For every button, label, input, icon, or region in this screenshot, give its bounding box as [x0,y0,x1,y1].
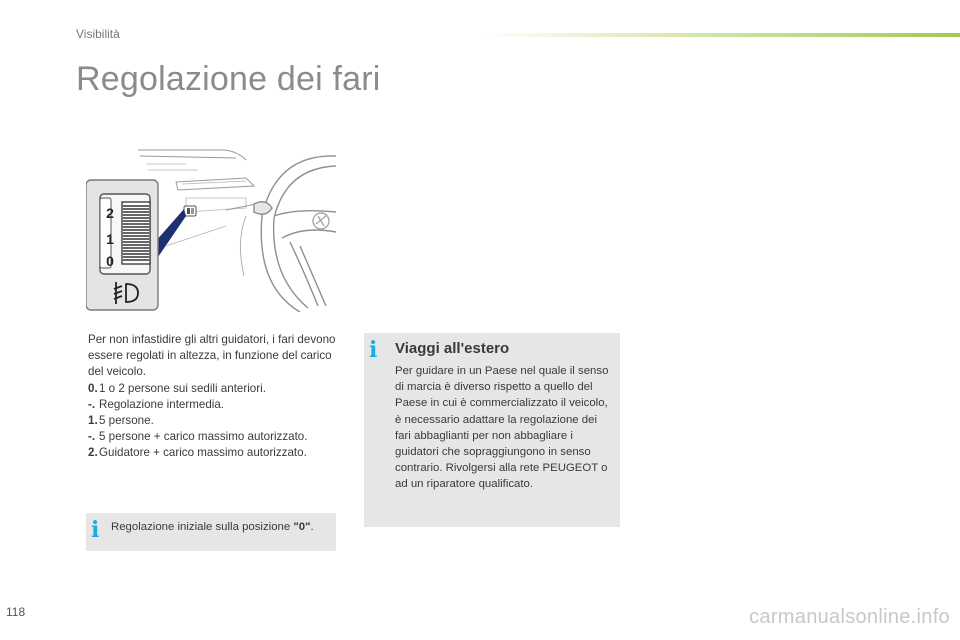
setting-row-1 [88,397,338,413]
dial-label-0: 0 [106,253,114,269]
headlamp-adjuster-illustration [86,146,336,312]
setting-row-2 [88,413,338,429]
travel-abroad-box [364,333,620,527]
setting-text: 5 persone + carico massimo autorizzato. [99,430,308,444]
setting-text: Regolazione intermedia. [99,397,225,411]
note-suffix: . [310,521,314,533]
setting-row-3 [88,429,338,445]
travel-abroad-text: Per guidare in un Paese nel quale il senso di marcia è diverso rispetto a quello del Paese in cui è commercializzato il veicolo, è necessario adattare la regolazione dei fari abbaglianti per non abbagliare i guidatori che sopraggiungono in senso contrario. Rivolgersi alla rete PEUGEOT o ad un riparatore qualificato. [395,365,609,491]
page-title: Regolazione dei fari [76,60,381,98]
setting-row-4 [88,445,338,461]
setting-key: 0. [88,381,98,395]
watermark: carmanualsonline.info [749,606,950,628]
note-body: Regolazione iniziale sulla posizione [111,521,294,533]
intro-paragraph: Per non infastidire gli altri guidatori, i fari devono essere regolati in altezza, in funzione del carico del veicolo. [88,333,336,379]
steering-wheel-drawing [254,156,336,312]
adjuster-inset-panel [86,180,158,310]
note-text [111,520,331,536]
dial-label-1: 1 [106,231,114,247]
header-bar [482,33,960,37]
setting-key: 2. [88,446,98,460]
instructions-block [88,332,338,462]
note-value: "0" [293,521,311,533]
setting-row-0 [88,381,338,397]
travel-abroad-title: Viaggi all'estero [395,340,510,357]
section-label: Visibilità [76,27,120,41]
dashboard-switch-icon [184,206,196,216]
setting-text: 5 persone. [99,414,154,428]
dial-label-2: 2 [106,205,114,221]
setting-key: 1. [88,414,98,428]
setting-text: Guidatore + carico massimo autorizzato. [99,446,307,460]
setting-text: 1 o 2 persone sui sedili anteriori. [99,381,266,395]
setting-key: -. [88,397,96,411]
setting-key: -. [88,430,96,444]
adjuster-thumbwheel [122,202,150,264]
page-number: 118 [6,605,26,619]
info-icon: i [91,517,100,543]
initial-setting-note [86,513,336,551]
info-icon: i [369,337,378,363]
